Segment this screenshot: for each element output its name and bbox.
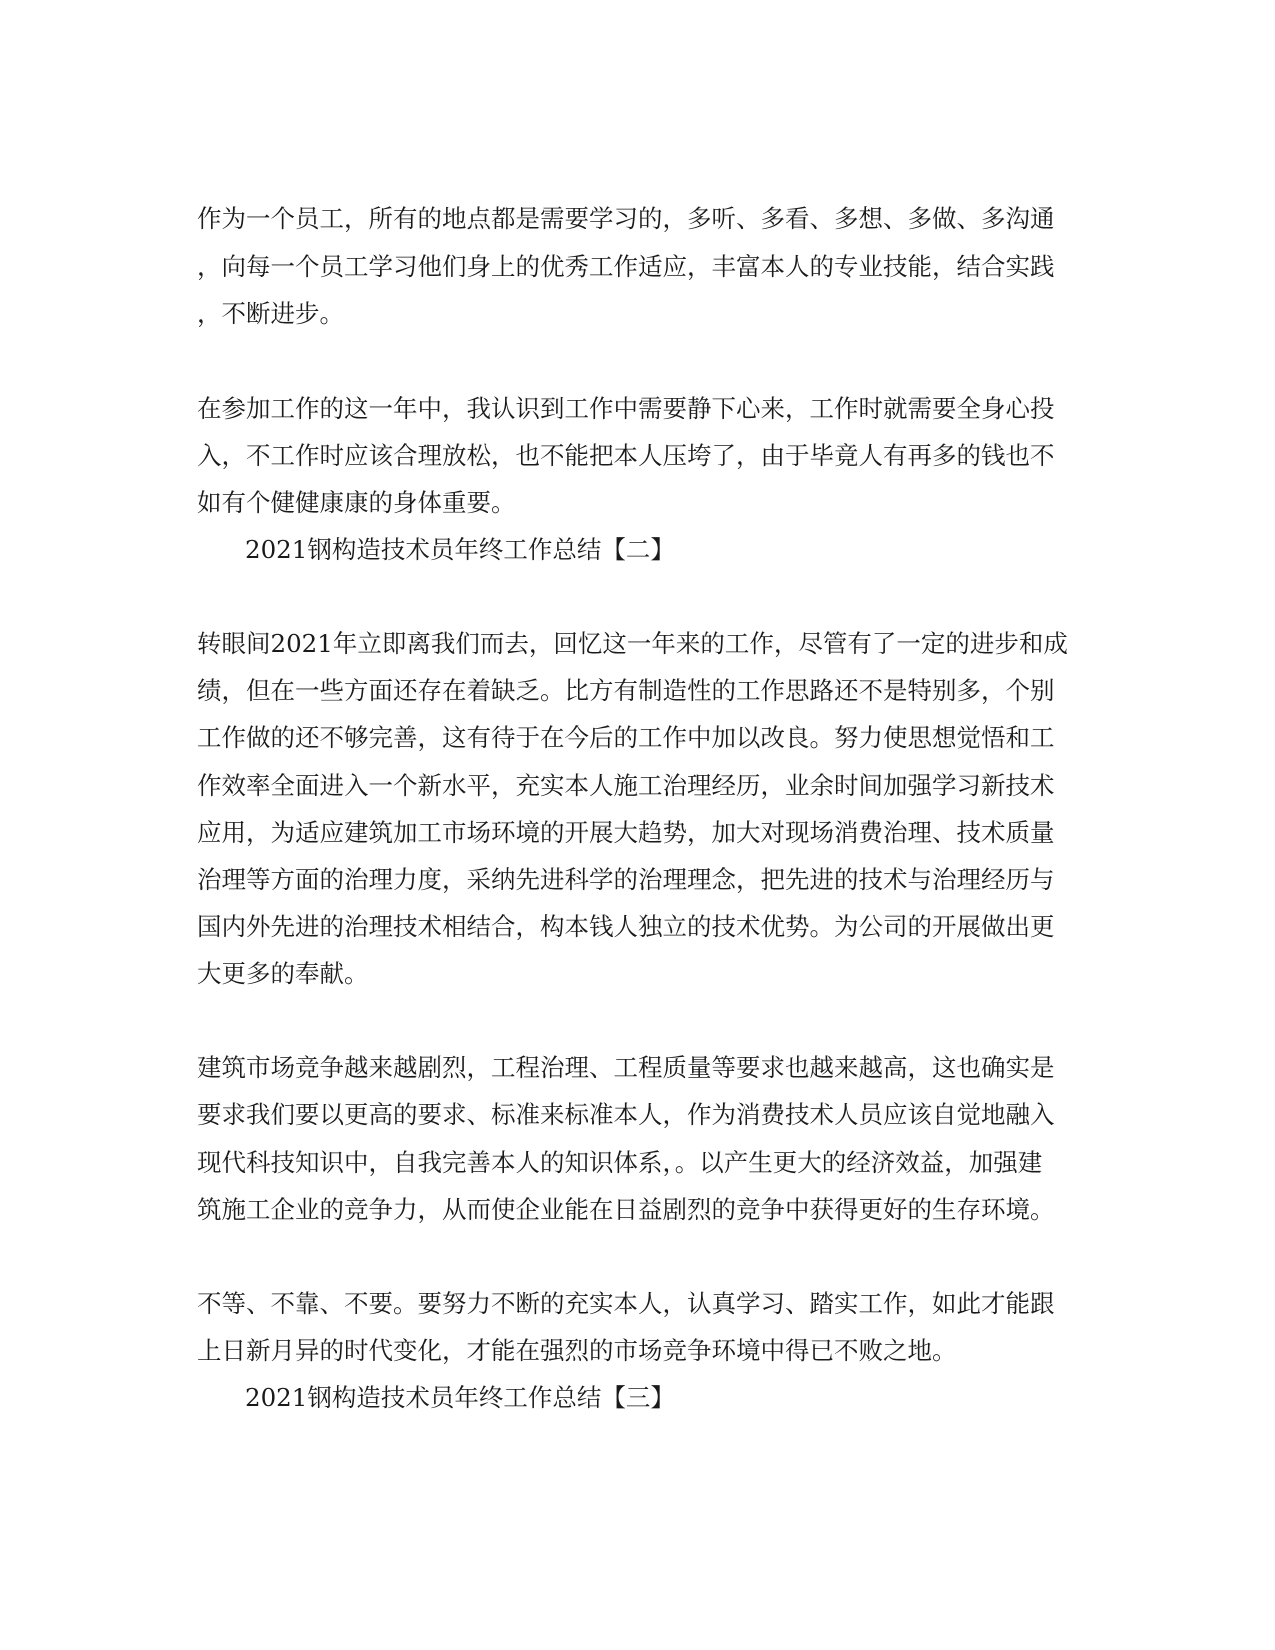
paragraph-line: 大更多的奉献。 bbox=[197, 959, 369, 988]
paragraph-line: 要求我们要以更高的要求、标准来标准本人，作为消费技术人员应该自觉地融入 bbox=[197, 1100, 1055, 1129]
paragraph-line: 如有个健健康康的身体重要。 bbox=[197, 488, 516, 517]
paragraph-line: 作效率全面进入一个新水平，充实本人施工治理经历，业余时间加强学习新技术 bbox=[197, 771, 1055, 800]
paragraph-line: 工作做的还不够完善，这有待于在今后的工作中加以改良。努力使思想觉悟和工 bbox=[197, 723, 1055, 752]
section-heading: 2021钢构造技术员年终工作总结【二】 bbox=[245, 535, 675, 564]
paragraph-line: 入，不工作时应该合理放松，也不能把本人压垮了，由于毕竟人有再多的钱也不 bbox=[197, 441, 1055, 470]
paragraph-line: 国内外先进的治理技术相结合，构本钱人独立的技术优势。为公司的开展做出更 bbox=[197, 912, 1055, 941]
paragraph-line: 绩，但在一些方面还存在着缺乏。比方有制造性的工作思路还不是特别多，个别 bbox=[197, 676, 1055, 705]
paragraph-line: ，向每一个员工学习他们身上的优秀工作适应，丰富本人的专业技能，结合实践 bbox=[197, 252, 1055, 281]
paragraph-line: 在参加工作的这一年中，我认识到工作中需要静下心来，工作时就需要全身心投 bbox=[197, 394, 1055, 423]
paragraph-line: 上日新月异的时代变化，才能在强烈的市场竞争环境中得已不败之地。 bbox=[197, 1336, 957, 1365]
paragraph-line: 现代科技知识中，自我完善本人的知识体系，。以产生更大的经济效益，加强建 bbox=[197, 1148, 1043, 1177]
paragraph-line: 建筑市场竞争越来越剧烈，工程治理、工程质量等要求也越来越高，这也确实是 bbox=[197, 1053, 1055, 1082]
paragraph-line: ，不断进步。 bbox=[197, 299, 344, 328]
paragraph-line: 应用，为适应建筑加工市场环境的开展大趋势，加大对现场消费治理、技术质量 bbox=[197, 818, 1055, 847]
paragraph-line: 作为一个员工，所有的地点都是需要学习的，多听、多看、多想、多做、多沟通 bbox=[197, 204, 1055, 233]
paragraph-line: 筑施工企业的竞争力，从而使企业能在日益剧烈的竞争中获得更好的生存环境。 bbox=[197, 1195, 1055, 1224]
paragraph-line: 治理等方面的治理力度，采纳先进科学的治理理念，把先进的技术与治理经历与 bbox=[197, 865, 1055, 894]
section-heading: 2021钢构造技术员年终工作总结【三】 bbox=[245, 1383, 675, 1412]
paragraph-line: 转眼间2021年立即离我们而去，回忆这一年来的工作，尽管有了一定的进步和成 bbox=[197, 629, 1068, 658]
paragraph-line: 不等、不靠、不要。要努力不断的充实本人，认真学习、踏实工作，如此才能跟 bbox=[197, 1289, 1055, 1318]
